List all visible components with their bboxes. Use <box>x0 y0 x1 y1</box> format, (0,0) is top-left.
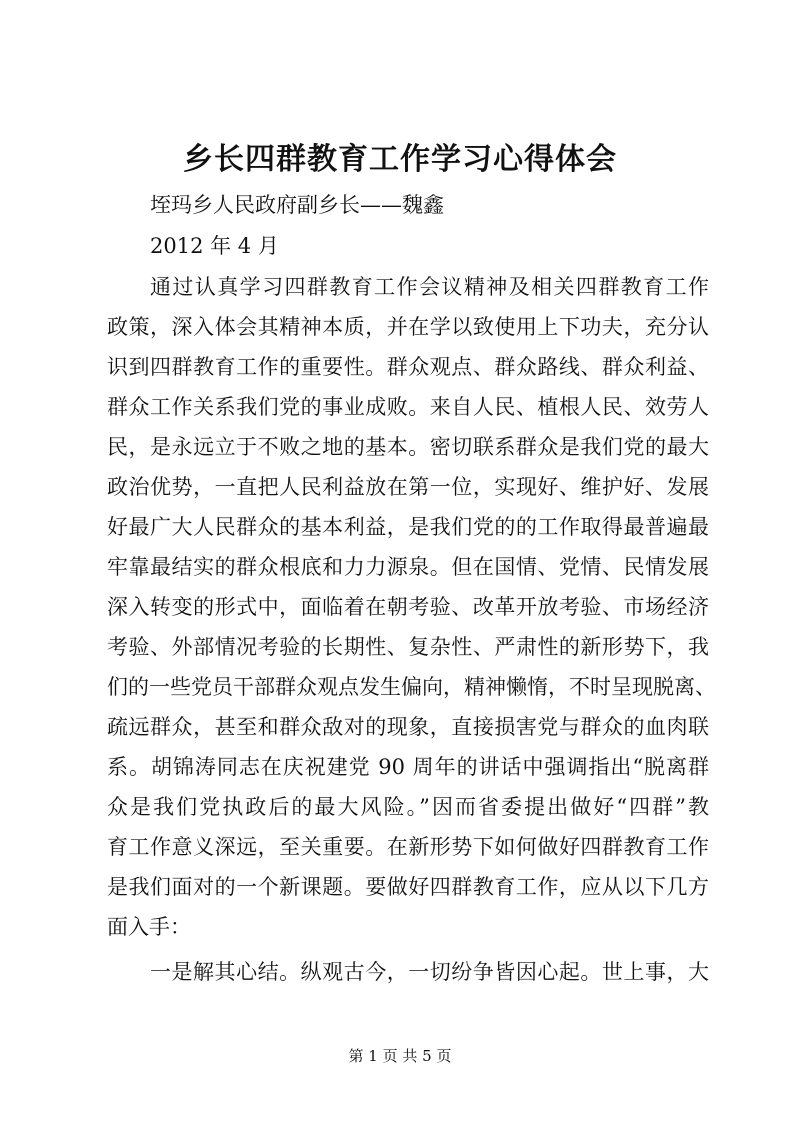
body-line: 深入转变的形式中，面临着在朝考验、改革开放考验、市场经济 <box>107 595 709 619</box>
body-line: 一是解其心结。纵观古今，一切纷争皆因心起。世上事，大 <box>150 960 709 984</box>
body-line: 好最广大人民群众的基本利益，是我们党的的工作取得最普遍最 <box>107 515 709 539</box>
body-line: 牢靠最结实的群众根底和力力源泉。但在国情、党情、民情发展 <box>107 555 709 579</box>
body-line: 政治优势，一直把人民利益放在第一位，实现好、维护好、发展 <box>107 475 709 499</box>
body-line: 系。胡锦涛同志在庆祝建党 90 周年的讲话中强调指出“脱离群 <box>107 755 709 779</box>
body-line: 疏远群众，甚至和群众敌对的现象，直接损害党与群众的血肉联 <box>107 715 709 739</box>
body-line: 是我们面对的一个新课题。要做好四群教育工作，应从以下几方 <box>107 875 709 899</box>
page-number: 第 1 页 共 5 页 <box>348 1047 452 1065</box>
body-line: 政策，深入体会其精神本质，并在学以致使用上下功夫，充分认 <box>107 315 709 339</box>
document-title: 乡长四群教育工作学习心得体会 <box>183 142 617 177</box>
body-line: 们的一些党员干部群众观点发生偏向，精神懒惰，不时呈现脱离、 <box>107 675 716 699</box>
body-line: 通过认真学习四群教育工作会议精神及相关四群教育工作 <box>150 275 709 299</box>
body-line: 考验、外部情况考验的长期性、复杂性、严肃性的新形势下，我 <box>107 635 709 659</box>
body-line: 民，是永远立于不败之地的基本。密切联系群众是我们党的最大 <box>107 435 709 459</box>
date-line: 2012 年 4 月 <box>150 234 279 258</box>
body-line: 众是我们党执政后的最大风险。”因而省委提出做好“四群”教 <box>107 795 709 819</box>
body-line: 群众工作关系我们党的事业成败。来自人民、植根人民、效劳人 <box>107 395 709 419</box>
author-line: 垤玛乡人民政府副乡长——魏鑫 <box>150 193 444 217</box>
body-line: 育工作意义深远，至关重要。在新形势下如何做好四群教育工作 <box>107 835 709 859</box>
body-line: 面入手： <box>107 915 191 939</box>
body-line: 识到四群教育工作的重要性。群众观点、群众路线、群众利益、 <box>107 355 709 379</box>
